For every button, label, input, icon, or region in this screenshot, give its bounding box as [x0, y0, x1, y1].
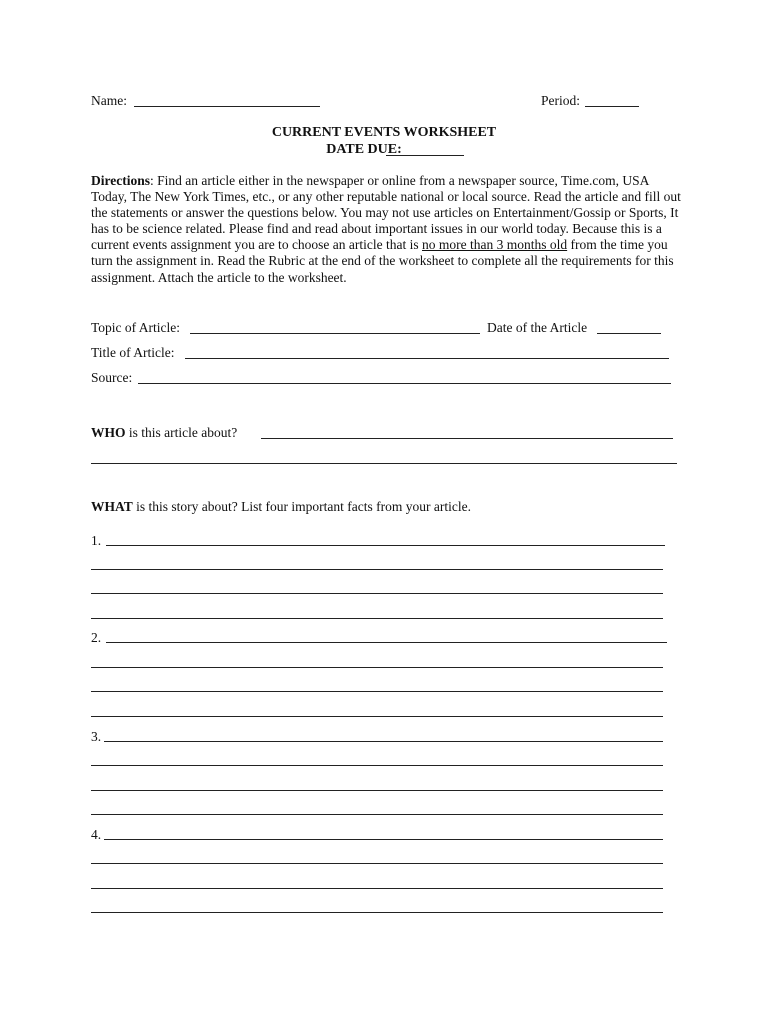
date-of-article-field[interactable]: [597, 333, 661, 334]
source-label: Source:: [91, 370, 133, 385]
date-due-label: DATE DUE:: [326, 142, 402, 157]
topic-field[interactable]: [190, 333, 480, 334]
who-question: [91, 425, 237, 441]
who-bold: WHO: [91, 425, 126, 440]
fact-3-line-3[interactable]: [91, 790, 663, 791]
fact-2-line-4[interactable]: [91, 716, 663, 717]
fact-4-line-4[interactable]: [91, 912, 663, 913]
fact-4-line-2[interactable]: [91, 863, 663, 864]
fact-3-line-4[interactable]: [91, 814, 663, 815]
directions-label: Directions: [91, 173, 150, 188]
fact-3-line-2[interactable]: [91, 765, 663, 766]
fact-1-line-4[interactable]: [91, 618, 663, 619]
who-answer-line-1[interactable]: [261, 438, 673, 439]
period-label: Period:: [541, 93, 580, 108]
fact-number-1: 1.: [91, 533, 102, 548]
worksheet-title: CURRENT EVENTS WORKSHEET: [271, 125, 497, 140]
who-rest: is this article about?: [125, 425, 238, 440]
name-field[interactable]: [134, 106, 320, 107]
fact-1-line-2[interactable]: [91, 569, 663, 570]
directions-text-before: : Find an article either in the newspaper or online from a newspaper source, Time.com, USA Today, The New York Times, etc., or any other reputable national or local source. Read the article and fill out the statements or answer the questions below. You may not use articles on Entertainment/Gossip or Sports, It has to be science related. Please find and read about important issues in our world today. Because this is a current events assignment you are to choose an article that is: [91, 173, 681, 253]
fact-3-line-1[interactable]: [104, 741, 663, 742]
what-rest: is this story about? List four important facts from your article.: [132, 499, 471, 514]
title-of-article-field[interactable]: [185, 358, 669, 359]
fact-1-line-1[interactable]: [106, 545, 665, 546]
fact-number-4: 4.: [91, 827, 102, 842]
fact-2-line-3[interactable]: [91, 691, 663, 692]
directions-paragraph: [91, 173, 683, 286]
what-question: [91, 499, 471, 515]
fact-2-line-1[interactable]: [106, 642, 667, 643]
directions-underlined: no more than 3 months old: [422, 237, 568, 253]
fact-number-3: 3.: [91, 729, 102, 744]
fact-number-2: 2.: [91, 630, 102, 645]
topic-label: Topic of Article:: [91, 320, 181, 335]
what-bold: WHAT: [91, 499, 133, 514]
date-of-article-label: Date of the Article: [487, 320, 588, 335]
who-answer-line-2[interactable]: [91, 463, 677, 464]
source-field[interactable]: [138, 383, 671, 384]
title-of-article-label: Title of Article:: [91, 345, 175, 360]
date-due-field[interactable]: [386, 155, 464, 156]
period-field[interactable]: [585, 106, 639, 107]
fact-1-line-3[interactable]: [91, 593, 663, 594]
fact-4-line-3[interactable]: [91, 888, 663, 889]
fact-2-line-2[interactable]: [91, 667, 663, 668]
fact-4-line-1[interactable]: [104, 839, 663, 840]
name-label: Name:: [91, 93, 127, 108]
directions-text-after: from the time you turn the assignment in. Read the Rubric at the end of the worksheet to complete all the requirements for this assignment. Attach the article to the worksheet.: [91, 237, 674, 285]
